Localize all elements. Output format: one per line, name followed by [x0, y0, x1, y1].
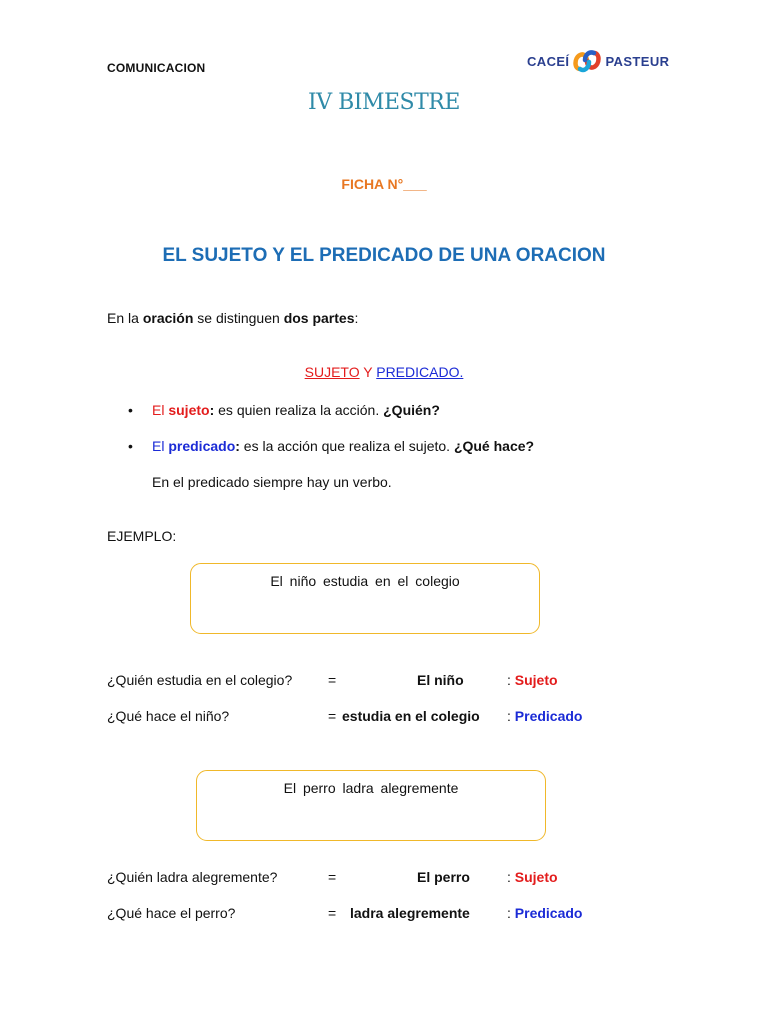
row-role: Sujeto — [514, 672, 558, 688]
parts-predicado: PREDICADO — [376, 364, 460, 380]
page-title: EL SUJETO Y EL PREDICADO DE UNA ORACION — [162, 245, 606, 266]
row-colon: : — [507, 869, 515, 885]
row-role: Predicado — [514, 708, 583, 724]
row-equals: = — [328, 905, 337, 921]
example-label: EJEMPLO: — [107, 528, 177, 544]
intro-text: : — [354, 310, 359, 326]
bullet-colon: : — [209, 402, 215, 418]
school-logo — [527, 44, 669, 78]
logo-text-right: PASTEUR — [605, 53, 670, 69]
bullet-question: ¿Quién? — [383, 402, 440, 418]
logo-knot-icon — [572, 46, 602, 76]
row-colon: : — [507, 672, 515, 688]
example-sentence-box — [190, 563, 540, 634]
parts-line — [0, 364, 768, 380]
row-question: ¿Quién estudia en el colegio? — [107, 672, 293, 688]
row-answer: El perro — [417, 869, 470, 885]
intro-paragraph — [107, 310, 358, 326]
bullet-term-sujeto: sujeto — [168, 402, 210, 418]
row-question: ¿Quién ladra alegremente? — [107, 869, 278, 885]
row-equals: = — [328, 672, 337, 688]
example-sentence: El perro ladra alegremente — [283, 780, 459, 796]
bullet-question: ¿Qué hace? — [453, 438, 535, 454]
row-colon: : — [507, 905, 515, 921]
bullet-term-predicado: predicado — [168, 438, 236, 454]
example-sentence: El niño estudia en el colegio — [270, 573, 460, 589]
intro-bold-partes: dos partes — [283, 310, 355, 326]
row-role: Sujeto — [514, 869, 558, 885]
row-equals: = — [328, 708, 337, 724]
row-role: Predicado — [514, 905, 583, 921]
bullet-desc: es la acción que realiza el sujeto. — [239, 438, 454, 454]
row-answer: El niño — [417, 672, 464, 688]
intro-text: En la — [107, 310, 143, 326]
parts-and: Y — [359, 364, 377, 380]
example-sentence-box — [196, 770, 546, 841]
row-colon: : — [507, 708, 515, 724]
intro-bold-oracion: oración — [142, 310, 194, 326]
bullet-dot: • — [128, 438, 133, 454]
intro-text: se distinguen — [193, 310, 284, 326]
row-question: ¿Qué hace el perro? — [107, 905, 236, 921]
row-equals: = — [328, 869, 337, 885]
term-heading: IV BIMESTRE — [308, 90, 460, 115]
predicate-note: En el predicado siempre hay un verbo. — [152, 474, 392, 490]
bullet-colon: : — [235, 438, 240, 454]
subject-label: COMUNICACION — [107, 61, 206, 75]
row-answer: estudia en el colegio — [342, 708, 480, 724]
logo-text-left: CACEÍ — [527, 53, 570, 69]
bullet-el: El — [152, 402, 169, 418]
row-answer: ladra alegremente — [350, 905, 470, 921]
bullet-desc: es quien realiza la acción. — [214, 402, 384, 418]
bullet-el: El — [152, 438, 169, 454]
parts-period: . — [459, 364, 464, 380]
parts-sujeto: SUJETO — [304, 364, 360, 380]
worksheet-number: FICHA N°___ — [341, 176, 427, 192]
row-question: ¿Qué hace el niño? — [107, 708, 230, 724]
bullet-dot: • — [128, 402, 133, 418]
